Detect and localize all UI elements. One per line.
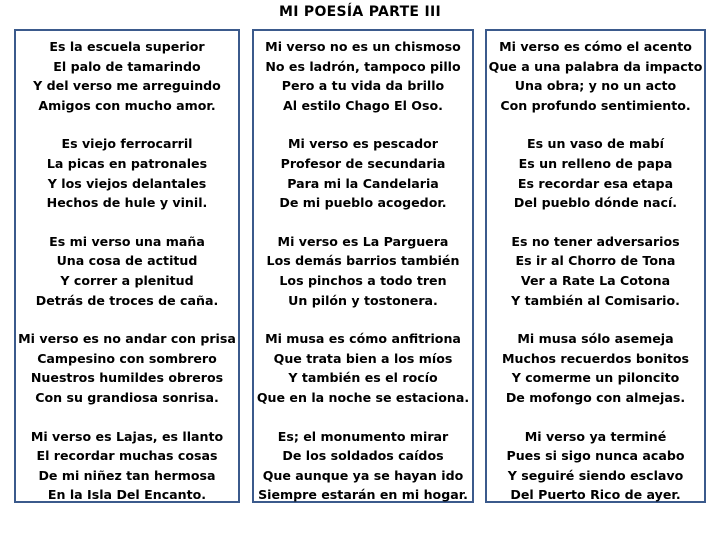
verse-line: Mi verso no es un chismoso xyxy=(265,39,461,54)
verse-line: Que trata bien a los míos xyxy=(273,350,453,366)
verse-line: Campesino con sombrero xyxy=(37,350,217,366)
stanza xyxy=(487,37,704,115)
verse-line: Los demás barrios también xyxy=(266,253,460,269)
stanza xyxy=(254,37,472,115)
stanza xyxy=(254,134,472,212)
verse-line: Y también al Comisario. xyxy=(511,292,680,308)
verse-line: Los pinchos a todo tren xyxy=(279,272,447,288)
verse-line: Mi musa es cómo anfitriona xyxy=(265,331,461,347)
verse-line: El palo de tamarindo xyxy=(53,58,201,74)
verse-line: Es recordar esa etapa xyxy=(517,175,674,191)
page-title: MI POESÍA PARTE III xyxy=(278,4,442,20)
stanza xyxy=(254,329,472,407)
verse-line: Con profundo sentimiento. xyxy=(500,97,691,113)
verse-line: Una cosa de actitud xyxy=(56,253,198,269)
verse-line: Muchos recuerdos bonitos xyxy=(501,350,690,366)
verse-line: El recordar muchas cosas xyxy=(36,448,218,464)
verse-line: Pero a tu vida da brillo xyxy=(281,78,445,94)
verse-line: La picas en patronales xyxy=(46,155,208,171)
verse-line: Hechos de hule y vinil. xyxy=(46,195,208,211)
verse-line: Es viejo ferrocarril xyxy=(61,136,193,152)
verse-line: Es no tener adversarios xyxy=(511,233,680,249)
verse-line: Y comerme un piloncito xyxy=(511,370,680,386)
stanza xyxy=(16,427,238,505)
stanza xyxy=(16,232,238,310)
verse-line: Un pilón y tostonera. xyxy=(288,292,438,308)
verse-line: En la Isla Del Encanto. xyxy=(47,487,207,503)
poem-column-2 xyxy=(252,29,474,503)
verse-line: Ver a Rate La Cotona xyxy=(520,272,671,288)
verse-line: Siempre estarán en mi hogar. xyxy=(258,487,468,503)
verse-line: Amigos con mucho amor. xyxy=(38,97,216,113)
verse-line: Mi musa sólo asemeja xyxy=(517,331,674,347)
stanza xyxy=(487,232,704,310)
stanza xyxy=(254,427,472,505)
poem-column-1 xyxy=(14,29,240,503)
verse-line: De mofongo con almejas. xyxy=(505,389,686,405)
verse-line: Es un relleno de papa xyxy=(518,155,673,171)
stanza xyxy=(254,232,472,310)
verse-line: Es mi verso una maña xyxy=(49,233,205,249)
verse-line: Es; el monumento mirar xyxy=(277,428,449,444)
verse-line: Nuestros humildes obreros xyxy=(30,370,224,386)
stanza xyxy=(16,37,238,115)
verse-line: Mi verso es cómo el acento xyxy=(499,39,692,54)
verse-line: Y del verso me arreguindo xyxy=(33,78,221,94)
verse-line: Es ir al Chorro de Tona xyxy=(515,253,676,269)
stanza xyxy=(487,134,704,212)
verse-line: Mi verso es La Parguera xyxy=(277,233,449,249)
verse-line: Detrás de troces de caña. xyxy=(35,292,219,308)
verse-line: Que en la noche se estaciona. xyxy=(256,389,470,405)
stanza xyxy=(16,329,238,407)
verse-line: No es ladrón, tampoco pillo xyxy=(265,58,461,74)
verse-line: Del pueblo dónde nací. xyxy=(513,195,678,211)
verse-line: Y correr a plenitud xyxy=(60,272,194,288)
verse-line: Y seguiré siendo esclavo xyxy=(507,467,684,483)
stanza xyxy=(487,329,704,407)
verse-line: Mi verso es pescador xyxy=(287,136,439,152)
verse-line: Pues si sigo nunca acabo xyxy=(506,448,685,464)
poem-column-3 xyxy=(485,29,706,503)
stanza xyxy=(487,427,704,505)
verse-line: Del Puerto Rico de ayer. xyxy=(510,487,681,503)
verse-line: Mi verso ya terminé xyxy=(524,428,667,444)
verse-line: Es un vaso de mabí xyxy=(527,136,664,152)
verse-line: De mi pueblo acogedor. xyxy=(279,195,447,211)
verse-line: Que a una palabra da impacto xyxy=(488,58,703,74)
verse-line: Y también es el rocío xyxy=(288,370,438,386)
verse-line: De mi niñez tan hermosa xyxy=(38,467,216,483)
stanza xyxy=(16,134,238,212)
verse-line: Y los viejos delantales xyxy=(47,175,207,191)
verse-line: Es la escuela superior xyxy=(49,39,205,54)
verse-line: Para mi la Candelaria xyxy=(287,175,439,191)
verse-line: Una obra; y no un acto xyxy=(514,78,677,94)
verse-line: Que aunque ya se hayan ido xyxy=(262,467,464,483)
verse-line: Al estilo Chago El Oso. xyxy=(283,97,443,113)
verse-line: Con su grandiosa sonrisa. xyxy=(35,389,219,405)
verse-line: De los soldados caídos xyxy=(282,448,444,464)
verse-line: Mi verso es Lajas, es llanto xyxy=(30,428,224,444)
verse-line: Mi verso es no andar con prisa xyxy=(18,331,236,347)
verse-line: Profesor de secundaria xyxy=(280,155,446,171)
